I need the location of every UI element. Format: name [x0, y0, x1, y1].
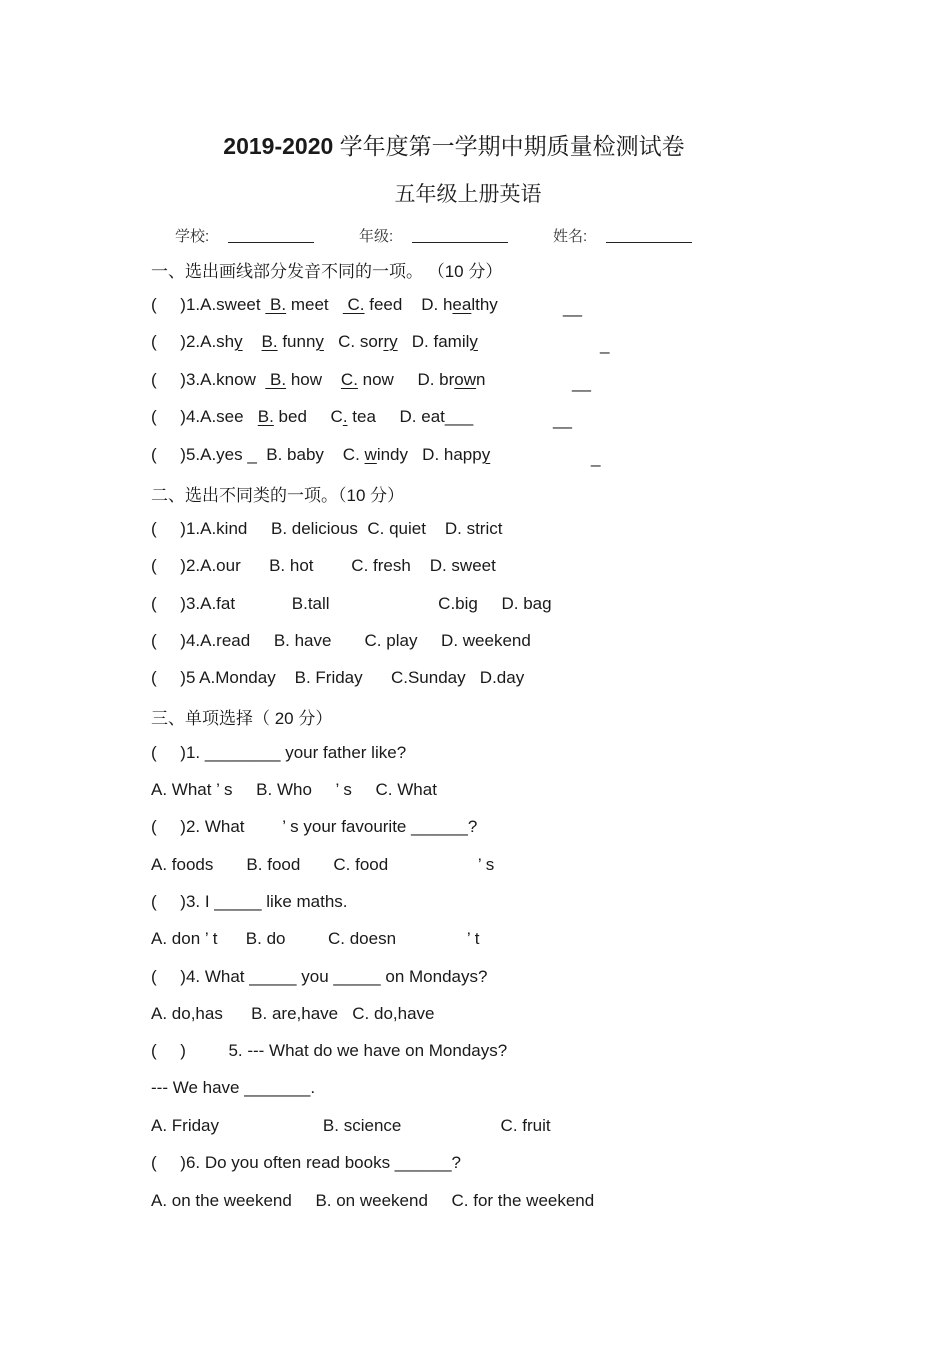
s2-question-4: ( )4.A.read B. have C. play D. weekend	[151, 631, 531, 650]
name-label: 姓名:	[553, 228, 588, 245]
s1-question-4: ( )4.A.see B. bed C. tea D. eat___	[151, 407, 474, 426]
s1-q5-blank[interactable]: _	[591, 448, 601, 467]
s3-question-1: ( )1. ________ your father like?	[151, 743, 407, 762]
s3-q2-options: A. foods B. food C. food ’ s	[151, 855, 495, 874]
s3-q5-dialogue: --- We have _______.	[151, 1078, 316, 1097]
s1-q1-blank[interactable]: __	[563, 298, 582, 317]
name-blank[interactable]	[606, 242, 692, 243]
s3-question-3: ( )3. I _____ like maths.	[151, 892, 348, 911]
s3-q3-options: A. don ’ t B. do C. doesn ’ t	[151, 929, 480, 948]
s2-question-5: ( )5 A.Monday B. Friday C.Sunday D.day	[151, 668, 525, 687]
page-title: 2019-2020 学年度第一学期中期质量检测试卷	[223, 133, 685, 159]
section3-heading: 三、单项选择（ 20 分）	[151, 709, 333, 728]
s1-question-1: ( )1.A.sweet B. meet C. feed D. healthy	[151, 295, 498, 314]
s1-q2-blank[interactable]: _	[600, 335, 610, 354]
s3-q5-options: A. Friday B. science C. fruit	[151, 1116, 551, 1135]
s3-question-2: ( )2. What ’ s your favourite ______?	[151, 817, 478, 836]
s1-q4-blank[interactable]: __	[553, 410, 572, 429]
page-subtitle: 五年级上册英语	[394, 183, 542, 206]
s3-q1-options: A. What ’ s B. Who ’ s C. What	[151, 780, 437, 799]
section1-heading: 一、选出画线部分发音不同的一项。 （10 分）	[151, 262, 503, 281]
section2-heading: 二、选出不同类的一项。（10 分）	[151, 486, 405, 505]
s2-question-1: ( )1.A.kind B. delicious C. quiet D. strict	[151, 519, 503, 538]
s1-q3-blank[interactable]: __	[572, 373, 591, 392]
school-label: 学校:	[175, 228, 210, 245]
s3-question-6: ( )6. Do you often read books ______?	[151, 1153, 461, 1172]
s3-question-4: ( )4. What _____ you _____ on Mondays?	[151, 967, 488, 986]
s3-q6-options: A. on the weekend B. on weekend C. for the weekend	[151, 1191, 595, 1210]
s3-q4-options: A. do,has B. are,have C. do,have	[151, 1004, 435, 1023]
school-blank[interactable]	[228, 242, 314, 243]
s1-question-3: ( )3.A.know B. how C. now D. brown	[151, 370, 486, 389]
grade-label: 年级:	[359, 228, 394, 245]
grade-blank[interactable]	[412, 242, 508, 243]
s1-question-2: ( )2.A.shy B. funny C. sorry D. family	[151, 332, 478, 351]
s2-question-3: ( )3.A.fat B.tall C.big D. bag	[151, 594, 552, 613]
s1-question-5: ( )5.A.yes _ B. baby C. windy D. happy	[151, 445, 491, 464]
s3-question-5: ( ) 5. --- What do we have on Mondays?	[151, 1041, 508, 1060]
s2-question-2: ( )2.A.our B. hot C. fresh D. sweet	[151, 556, 496, 575]
